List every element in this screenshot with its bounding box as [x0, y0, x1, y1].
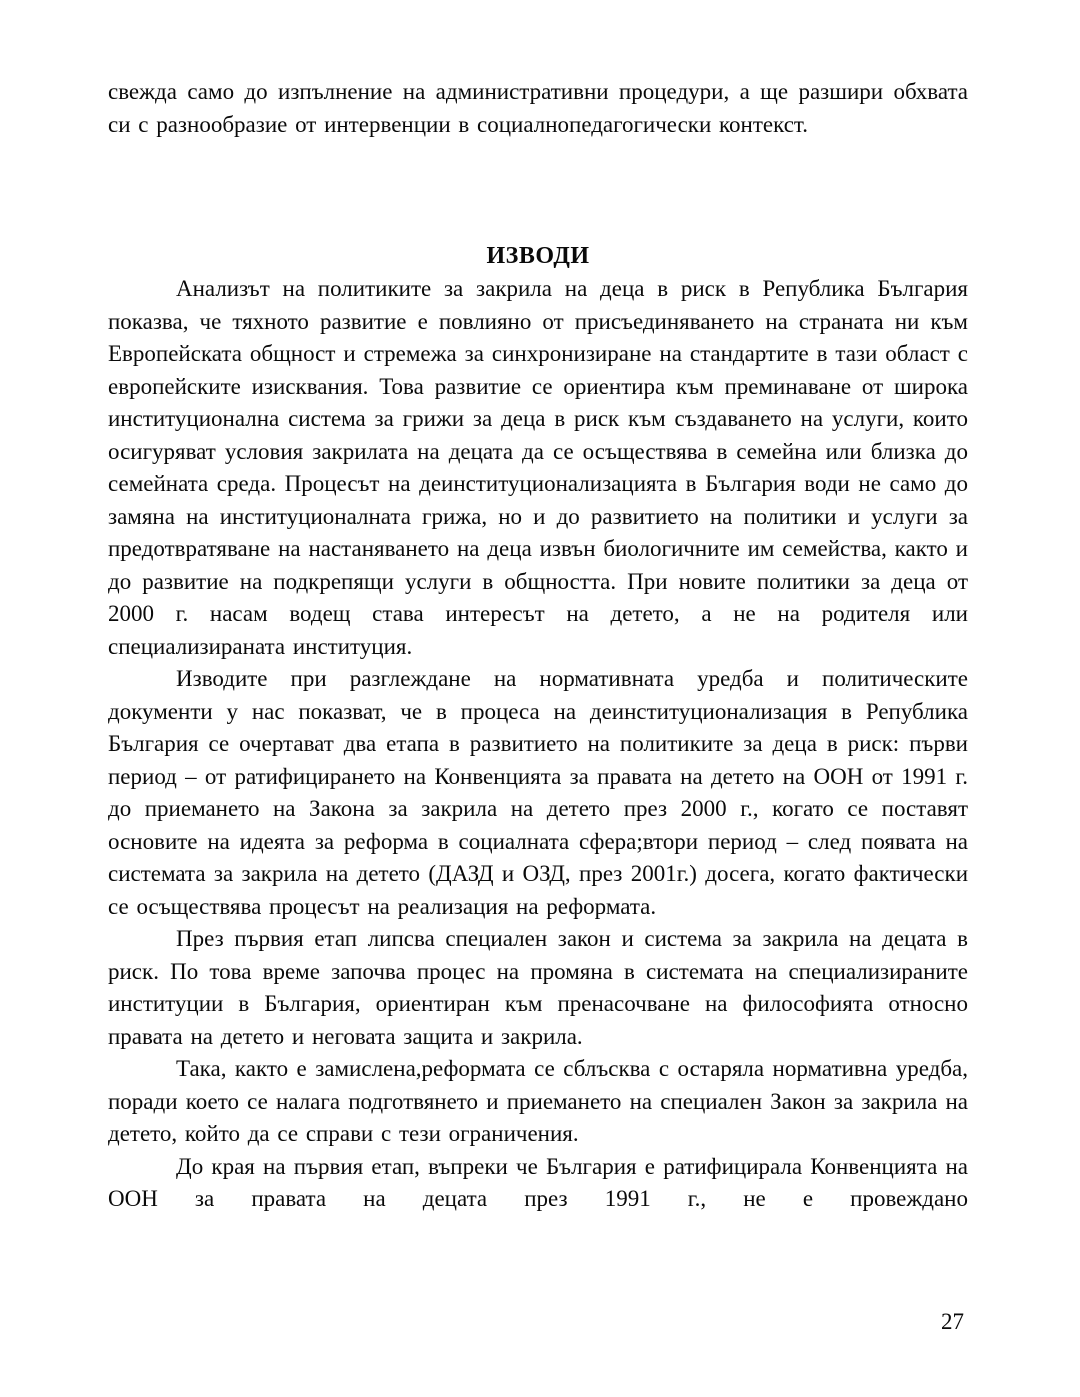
paragraph: Така, както е замислена,реформата се сблъсква с остаряла нормативна уредба, поради което се налага подготвянето и приемането на специален Закон за закрила на детето, който да се справи с тези ограничения. [108, 1056, 968, 1146]
text-column [108, 76, 968, 1216]
paragraph: През първия етап липсва специален закон и система за закрила на децата в риск. По това време започва процес на промяна в системата на специализираните институции в България, ориентиран към пренасочване на философията относно правата на детето и неговата защита и закрила. [108, 926, 968, 1049]
paragraph-continuation: свежда само до изпълнение на административни процедури, а ще разшири обхвата си с разнообразие от интервенции в социалнопедагогически контекст. [108, 79, 968, 137]
section-heading: ИЗВОДИ [486, 243, 590, 269]
paragraph: Анализът на политиките за закрила на деца в риск в Република България показва, че тяхното развитие е повлияно от присъединяването на страната ни към Европейската общност и стремежа за синхронизиране на стандартите в тази област с европейските изисквания. Това развитие се ориентира към преминаване от широка институционална система за грижи за деца в риск към създаването на услуги, които осигуряват условия закрилата на децата да се осъществява в семейна или близка до семейната среда. Процесът на деинституционализацията в България води не само до замяна на институционалната грижа, но и до развитието на политики и услуги за предотвратяване на настаняването на деца извън биологичните им семейства, както и до развитие на подкрепящи услуги в общността. При новите политики за деца от 2000 г. насам водещ става интересът на детето, а не на родителя или специализираната институция. [108, 276, 968, 659]
paragraph: Изводите при разглеждане на нормативната уредба и политическите документи у нас показват, че в процеса на деинституционализация в Република България се очертават два етапа в развитието на политиките за деца в риск: първи период – от ратифицирането на Конвенцията за правата на детето на ООН от 1991 г. до приемането на Закона за закрила на детето през 2000 г., когато се поставят основите на идеята за реформа в социалната сфера;втори период – след появата на системата за закрила на детето (ДАЗД и ОЗД, през 2001г.) досега, когато фактически се осъществява процесът на реализация на реформата. [108, 666, 968, 919]
paragraph-incomplete: До края на първия етап, въпреки че България е ратифицирала Конвенцията на ООН за правата на децата през 1991 г., не е провеждано [108, 1153, 968, 1211]
page-number: 27 [941, 1309, 964, 1334]
